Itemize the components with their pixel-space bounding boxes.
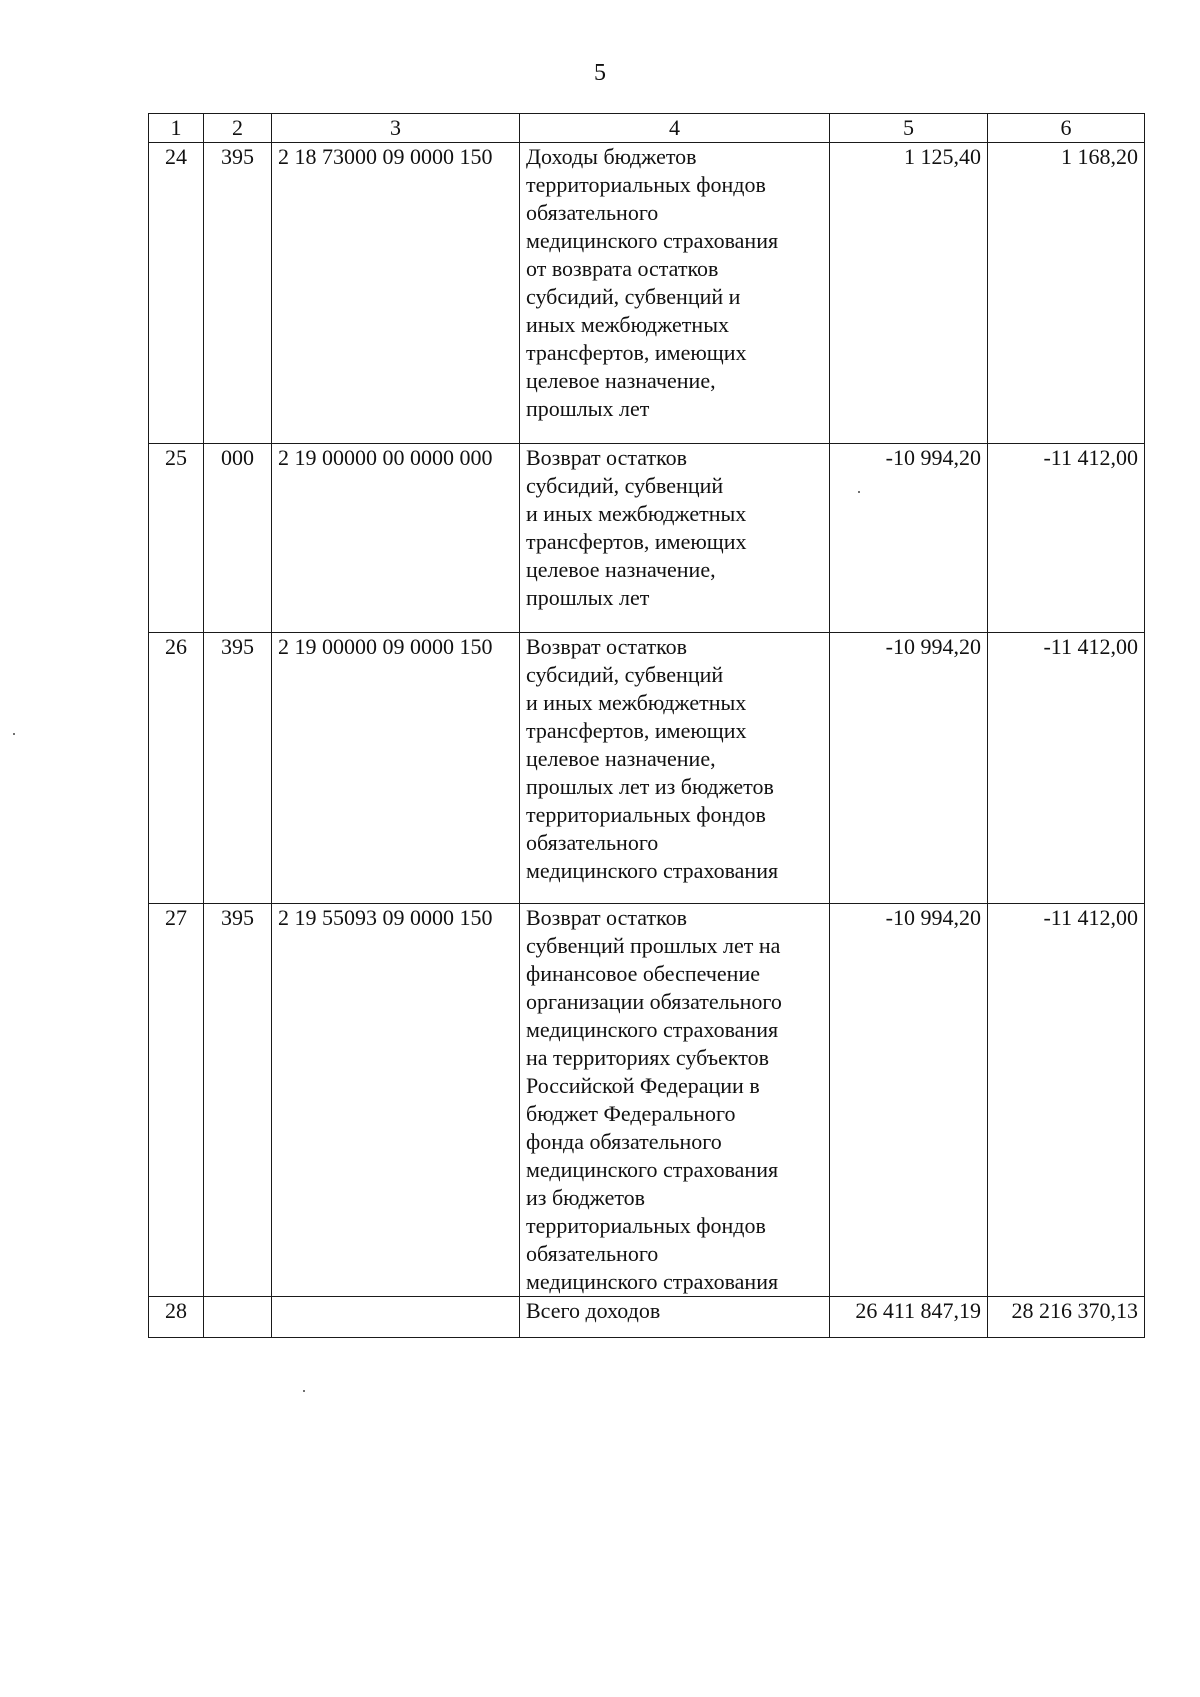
description-line: Возврат остатков xyxy=(526,634,688,659)
description-line: и иных межбюджетных xyxy=(526,690,747,715)
budget-classification-code: 2 18 73000 09 0000 150 xyxy=(272,143,520,444)
description-line: территориальных фондов xyxy=(526,1213,766,1238)
amount-col-5: -10 994,20 xyxy=(830,444,988,633)
description-line: фонда обязательного xyxy=(526,1129,722,1154)
description-line: целевое назначение, xyxy=(526,368,716,393)
description-line: трансфертов, имеющих xyxy=(526,529,747,554)
amount-col-6: -11 412,00 xyxy=(988,444,1145,633)
table-row xyxy=(149,633,1145,904)
budget-classification-code xyxy=(272,1297,520,1338)
income-description xyxy=(520,633,830,904)
scan-speck xyxy=(13,733,15,735)
header-col-5: 5 xyxy=(830,114,988,143)
description-line: обязательного xyxy=(526,1241,659,1266)
description-line: бюджет Федерального xyxy=(526,1101,736,1126)
description-line: прошлых лет xyxy=(526,396,650,421)
description-line: медицинского страхования xyxy=(526,858,779,883)
header-col-6: 6 xyxy=(988,114,1145,143)
description-line: Российской Федерации в xyxy=(526,1073,760,1098)
budget-table xyxy=(148,113,1145,1338)
row-number: 28 xyxy=(149,1297,204,1338)
budget-classification-code: 2 19 00000 09 0000 150 xyxy=(272,633,520,904)
description-line: финансовое обеспечение xyxy=(526,961,760,986)
description-line: целевое назначение, xyxy=(526,746,716,771)
income-description xyxy=(520,1297,830,1338)
description-line: прошлых лет xyxy=(526,585,650,610)
amount-col-6: 1 168,20 xyxy=(988,143,1145,444)
description-line: трансфертов, имеющих xyxy=(526,718,747,743)
header-col-1: 1 xyxy=(149,114,204,143)
table-row xyxy=(149,143,1145,444)
description-line: от возврата остатков xyxy=(526,256,719,281)
description-line: и иных межбюджетных xyxy=(526,501,747,526)
amount-col-6: -11 412,00 xyxy=(988,904,1145,1297)
admin-code: 395 xyxy=(204,143,272,444)
amount-col-5: -10 994,20 xyxy=(830,904,988,1297)
description-line: субсидий, субвенций xyxy=(526,473,724,498)
income-description xyxy=(520,904,830,1297)
description-line: медицинского страхования xyxy=(526,228,779,253)
description-line: трансфертов, имеющих xyxy=(526,340,747,365)
admin-code: 395 xyxy=(204,633,272,904)
description-line: территориальных фондов xyxy=(526,172,766,197)
income-description xyxy=(520,444,830,633)
amount-col-5: 1 125,40 xyxy=(830,143,988,444)
description-line: прошлых лет из бюджетов xyxy=(526,774,774,799)
row-number: 26 xyxy=(149,633,204,904)
admin-code: 000 xyxy=(204,444,272,633)
description-line: медицинского страхования xyxy=(526,1157,779,1182)
description-line: медицинского страхования xyxy=(526,1269,779,1294)
description-line: Доходы бюджетов xyxy=(526,144,697,169)
description-line: территориальных фондов xyxy=(526,802,766,827)
income-description xyxy=(520,143,830,444)
total-amount-col-5: 26 411 847,19 xyxy=(830,1297,988,1338)
description-line: Возврат остатков xyxy=(526,905,688,930)
description-line: иных межбюджетных xyxy=(526,312,729,337)
description-line: обязательного xyxy=(526,200,659,225)
table-header-row xyxy=(149,114,1145,143)
description-line: медицинского страхования xyxy=(526,1017,779,1042)
scan-speck xyxy=(858,491,860,493)
budget-classification-code: 2 19 55093 09 0000 150 xyxy=(272,904,520,1297)
budget-classification-code: 2 19 00000 00 0000 000 xyxy=(272,444,520,633)
amount-col-6: -11 412,00 xyxy=(988,633,1145,904)
admin-code: 395 xyxy=(204,904,272,1297)
amount-col-5: -10 994,20 xyxy=(830,633,988,904)
description-line: целевое назначение, xyxy=(526,557,716,582)
header-col-2: 2 xyxy=(204,114,272,143)
scan-speck xyxy=(303,1390,305,1392)
description-line: Возврат остатков xyxy=(526,445,688,470)
total-row xyxy=(149,1297,1145,1338)
table-row xyxy=(149,904,1145,1297)
description-line: субсидий, субвенций и xyxy=(526,284,741,309)
description-line: Всего доходов xyxy=(526,1298,661,1323)
row-number: 27 xyxy=(149,904,204,1297)
page-number: 5 xyxy=(594,60,606,86)
header-col-3: 3 xyxy=(272,114,520,143)
description-line: субсидий, субвенций xyxy=(526,662,724,687)
description-line: на территориях субъектов xyxy=(526,1045,769,1070)
header-col-4: 4 xyxy=(520,114,830,143)
description-line: организации обязательного xyxy=(526,989,782,1014)
description-line: из бюджетов xyxy=(526,1185,646,1210)
row-number: 24 xyxy=(149,143,204,444)
table-row xyxy=(149,444,1145,633)
admin-code xyxy=(204,1297,272,1338)
description-line: обязательного xyxy=(526,830,659,855)
description-line: субвенций прошлых лет на xyxy=(526,933,781,958)
total-amount-col-6: 28 216 370,13 xyxy=(988,1297,1145,1338)
row-number: 25 xyxy=(149,444,204,633)
